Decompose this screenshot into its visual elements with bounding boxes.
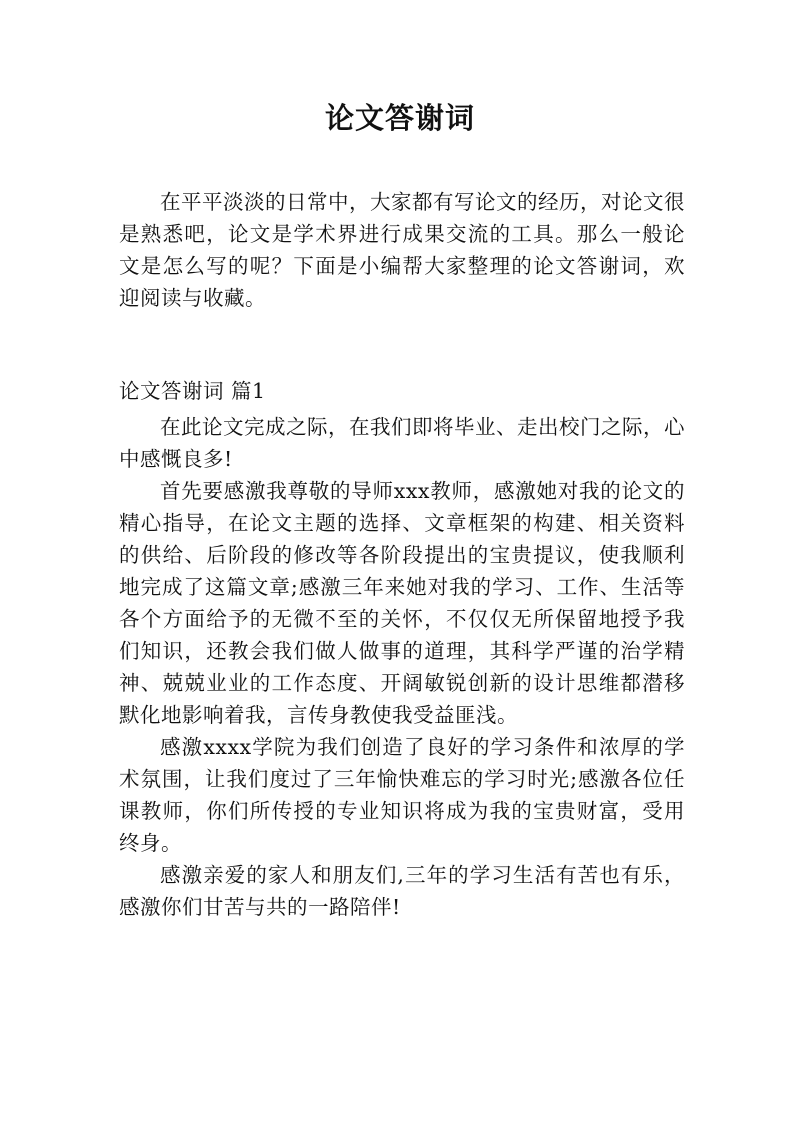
document-title: 论文答谢词: [324, 101, 475, 135]
section-heading: 论文答谢词 篇1: [119, 379, 266, 403]
intro-section: [119, 186, 685, 314]
body-paragraph-3: 感激xxxx学院为我们创造了良好的学习条件和浓厚的学术氛围，让我们度过了三年愉快难忘的学习时光;感激各位任课教师，你们所传授的专业知识将成为我的宝贵财富，受用终身。: [119, 735, 685, 855]
section-body: [119, 411, 685, 923]
body-paragraph-4: 感激亲爱的家人和朋友们,三年的学习生活有苦也有乐，感激你们甘苦与共的一路陪伴!: [119, 863, 685, 919]
body-paragraph-2: 首先要感激我尊敬的导师xxx教师，感激她对我的论文的精心指导，在论文主题的选择、文章框架的构建、相关资料的供给、后阶段的修改等各阶段提出的宝贵提议，使我顺利地完成了这篇文章;感激三年来她对我的学习、工作、生活等各个方面给予的无微不至的关怀，不仅仅无所保留地授予我们知识，还教会我们做人做事的道理，其科学严谨的治学精神、兢兢业业的工作态度、开阔敏锐创新的设计思维都潜移默化地影响着我，言传身教使我受益匪浅。: [119, 479, 685, 727]
intro-paragraph: 在平平淡淡的日常中，大家都有写论文的经历，对论文很是熟悉吧，论文是学术界进行成果交流的工具。那么一般论文是怎么写的呢？下面是小编帮大家整理的论文答谢词，欢迎阅读与收藏。: [119, 190, 685, 310]
body-paragraph-1: 在此论文完成之际，在我们即将毕业、走出校门之际，心中感慨良多!: [119, 415, 685, 471]
